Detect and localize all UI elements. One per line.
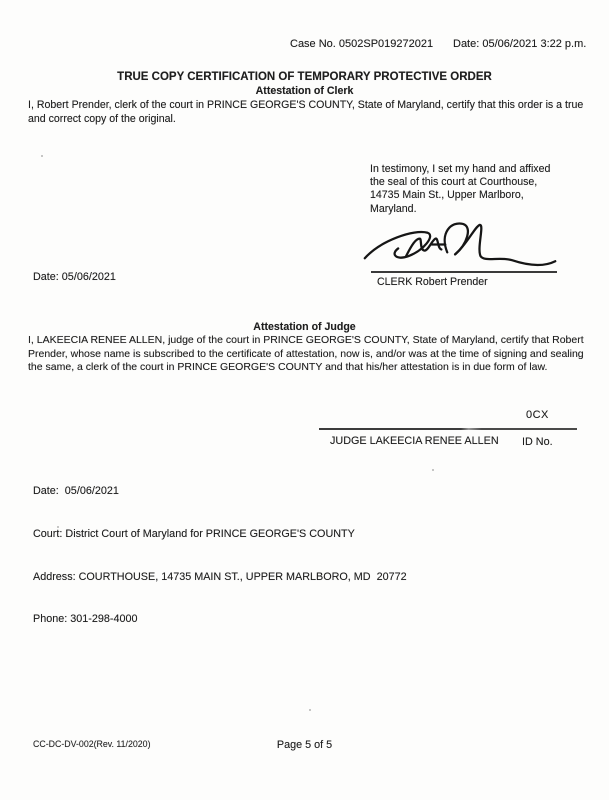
judge-signature-caption: JUDGE LAKEECIA RENEE ALLEN — [330, 435, 499, 447]
clerk-signature-caption: CLERK Robert Prender — [377, 276, 488, 288]
court-info-date: Date: 05/06/2021 — [33, 485, 119, 498]
court-info-phone: Phone: 301-298-4000 — [33, 613, 138, 626]
clerk-attestation-body: I, Robert Prender, clerk of the court in PRINCE GEORGE'S COUNTY, State of Maryland, certify that this order is a true and correct copy of the original. — [28, 99, 584, 125]
print-datetime-label: Date: 05/06/2021 3:22 p.m. — [453, 38, 587, 50]
id-number-label: ID No. — [522, 436, 553, 448]
court-info-court: Court: District Court of Maryland for PRINCE GEORGE'S COUNTY — [33, 528, 355, 541]
scan-artifact-dot — [309, 709, 311, 711]
judge-attestation-heading: Attestation of Judge — [253, 321, 356, 333]
clerk-date-label: Date: 05/06/2021 — [33, 271, 116, 283]
judge-signature-line — [319, 428, 577, 430]
court-info-address: Address: COURTHOUSE, 14735 MAIN ST., UPPER MARLBORO, MD 20772 — [33, 570, 407, 583]
court-info-block — [33, 456, 407, 655]
stamp-code: 0CX — [526, 409, 549, 421]
clerk-attestation-heading: Attestation of Clerk — [255, 85, 354, 97]
scan-artifact-dot — [41, 155, 43, 157]
document-title: TRUE COPY CERTIFICATION OF TEMPORARY PROTECTIVE ORDER — [117, 71, 492, 83]
judge-attestation-body: I, LAKEECIA RENEE ALLEN, judge of the court in PRINCE GEORGE'S COUNTY, State of Maryland, certify that Robert Prender, whose name is subscribed to the certificate of attestation, now is, and/or was at the time of signing and sealing the same, a clerk of the court in PRINCE GEORGE'S COUNTY and that his/her attestation is in due form of law. — [28, 334, 584, 374]
clerk-signature-line — [371, 271, 557, 273]
testimony-paragraph: In testimony, I set my hand and affixed the seal of this court at Courthouse, 14735 Main St., Upper Marlboro, Maryland. — [370, 163, 551, 215]
page-number-label: Page 5 of 5 — [276, 739, 333, 751]
case-number-label: Case No. 0502SP019272021 — [290, 38, 434, 50]
scan-artifact-dot — [432, 469, 434, 471]
form-number: CC-DC-DV-002(Rev. 11/2020) — [33, 739, 151, 749]
clerk-signature-icon — [360, 219, 562, 273]
scan-artifact-dot — [57, 526, 59, 528]
